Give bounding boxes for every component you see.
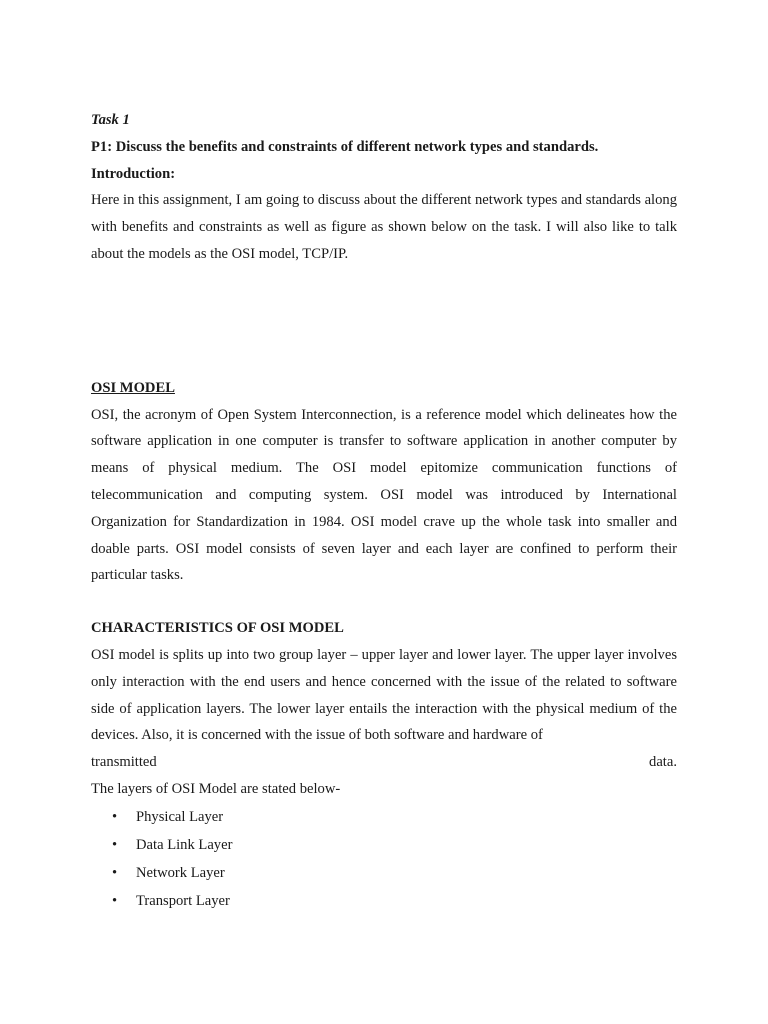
layer-label: Network Layer: [136, 865, 225, 882]
characteristics-last-line: [91, 749, 677, 776]
bullet-icon: •: [112, 893, 118, 910]
list-item: [91, 887, 677, 915]
layer-label: Physical Layer: [136, 808, 224, 825]
layer-label: Data Link Layer: [136, 836, 233, 853]
paragraph-gap: [91, 589, 677, 615]
list-item: [91, 803, 677, 831]
bullet-icon: •: [112, 865, 118, 882]
osi-model-paragraph: OSI, the acronym of Open System Interconnection, is a reference model which delineates how the software application in one computer is transfer to software application in another computer by means of physical medium. The OSI model epitomize communication functions of telecommunication and computing system. OSI model was introduced by International Organization for Standardization in 1984. OSI model crave up the whole task into smaller and doable parts. OSI model consists of seven layer and each layer are confined to perform their particular tasks.: [91, 406, 677, 584]
list-item: [91, 831, 677, 859]
intro-heading: Introduction:: [91, 165, 176, 182]
bullet-icon: •: [112, 836, 118, 853]
p1-heading: P1: Discuss the benefits and constraints of different network types and standards.: [91, 138, 599, 155]
document-page: [91, 107, 677, 916]
characteristics-heading: CHARACTERISTICS OF OSI MODEL: [91, 620, 344, 637]
characteristics-last-word-left: transmitted: [91, 754, 157, 771]
bullet-icon: •: [112, 808, 118, 825]
intro-paragraph: Here in this assignment, I am going to discuss about the different network types and standards along with benefits and constraints as well as figure as shown below on the task. I will also like to talk about the models as the OSI model, TCP/IP.: [91, 192, 677, 262]
layers-intro: The layers of OSI Model are stated below-: [91, 780, 341, 797]
blank-space: [91, 268, 677, 375]
osi-layers-list: [91, 803, 677, 916]
osi-model-heading: OSI MODEL: [91, 379, 175, 396]
layer-label: Transport Layer: [136, 893, 230, 910]
task-title: Task 1: [91, 112, 130, 128]
list-item: [91, 859, 677, 887]
characteristics-paragraph: OSI model is splits up into two group layer – upper layer and lower layer. The upper layer involves only interaction with the end users and hence concerned with the issue of the related to software side of application layers. The lower layer entails the interaction with the physical medium of the devices. Also, it is concerned with the issue of both software and hardware of: [91, 646, 677, 744]
characteristics-last-word-right: data.: [649, 754, 677, 771]
